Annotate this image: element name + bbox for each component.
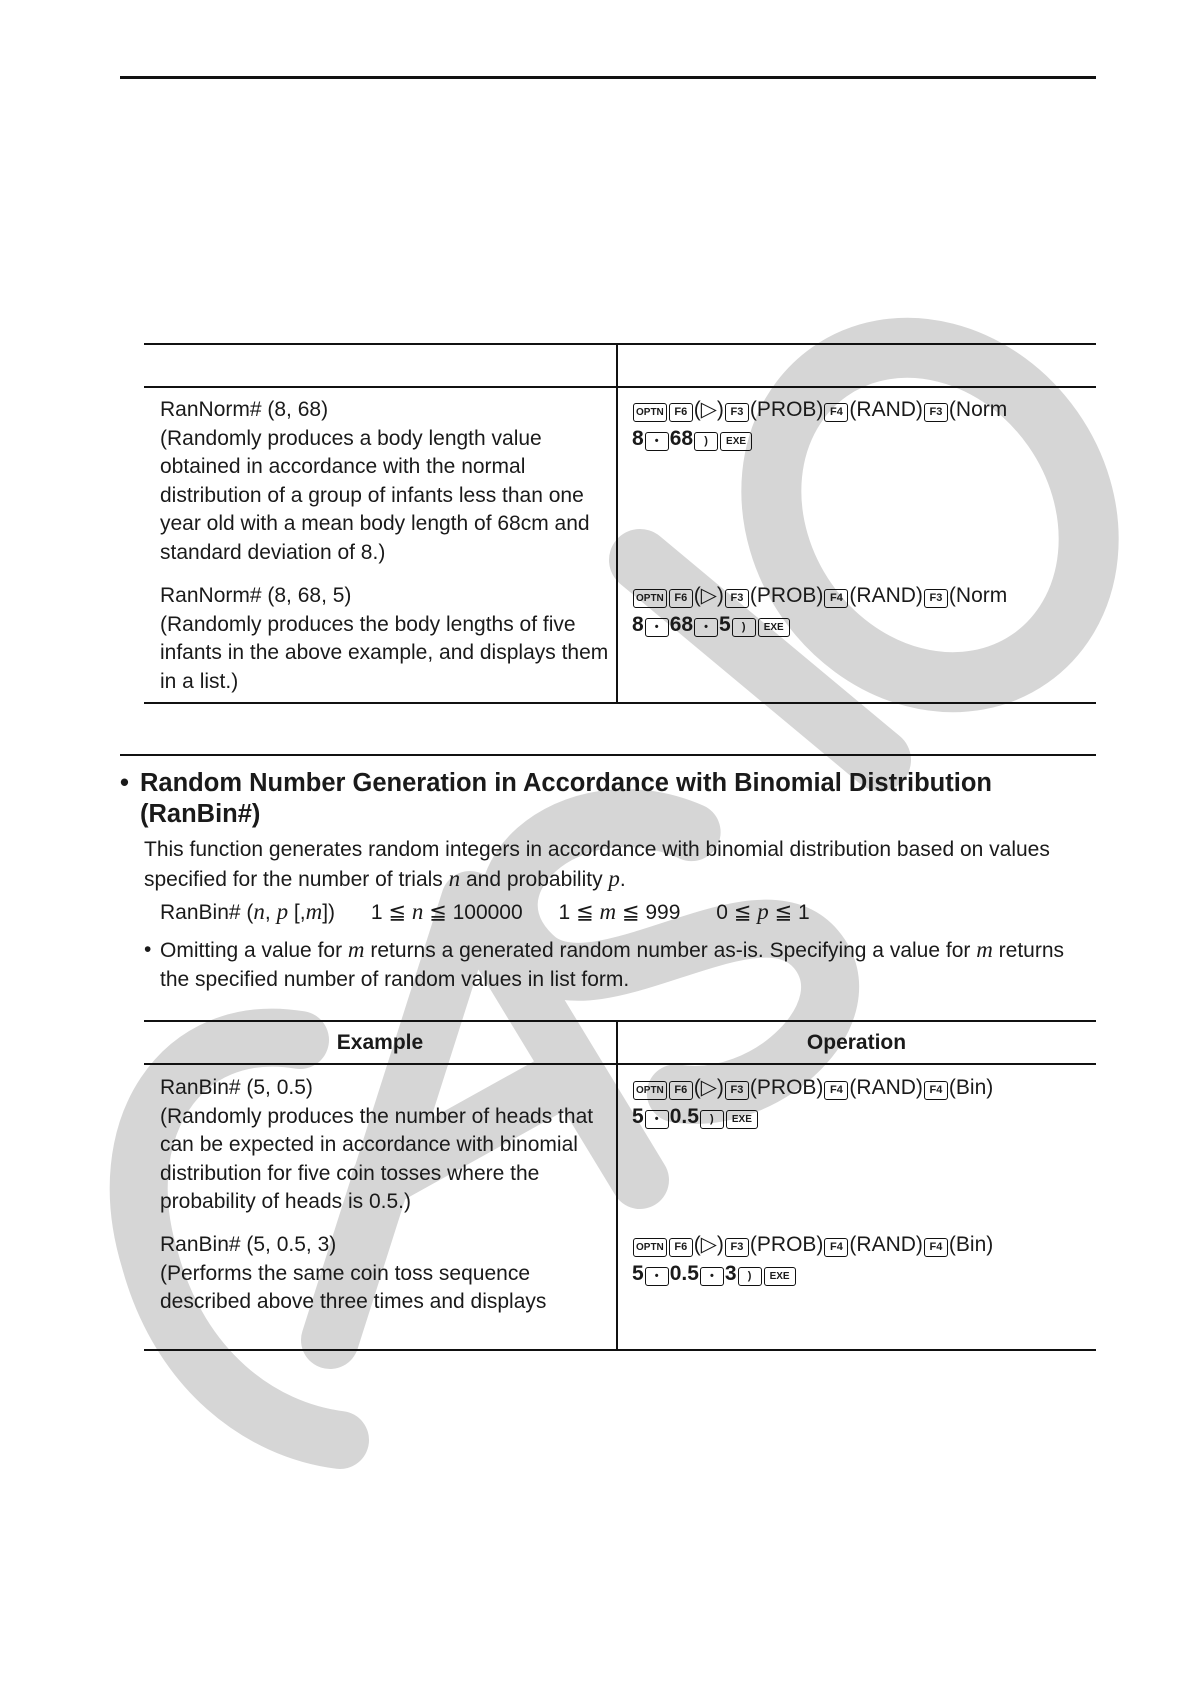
f3-key-icon: F3 [725,1081,749,1100]
op-text: (PROB) [749,584,824,607]
table-top-border [144,343,1096,345]
example-title: RanNorm# (8, 68) [160,398,329,421]
f4-key-icon: F4 [924,1081,948,1100]
optn-key-icon: OPTN [633,1238,667,1257]
operation-line-2 [632,1260,1096,1289]
f4-key-icon: F4 [824,1081,848,1100]
op-text: (RAND) [849,584,923,607]
exe-key-icon: EXE [726,1110,758,1129]
var-m: m [305,899,323,924]
section-rule [120,754,1096,756]
f4-key-icon: F4 [824,1238,848,1257]
operation-cell [632,1231,1096,1288]
constraint-m: ≦ 999 [616,901,681,924]
table-row [160,1231,610,1317]
intro-text: . [619,867,626,891]
paren-key-icon: ) [700,1110,724,1129]
constraint-p: ≦ 1 [768,901,810,924]
operation-cell [632,1074,1096,1131]
f3-key-icon: F3 [725,403,749,422]
heading-text: Random Number Generation in Accordance with Binomial Distribution (RanBin#) [140,769,992,828]
intro-text: and probability [460,867,609,891]
comma-key-icon: • [645,1267,669,1286]
note-text: returns the specified number of random values in list form. [160,939,1065,991]
f3-key-icon: F3 [725,1238,749,1257]
syntax-opt: [, [288,901,306,924]
comma-key-icon: • [645,618,669,637]
var-m: m [599,899,617,924]
op-text: (Bin) [948,1233,994,1256]
f4-key-icon: F4 [824,403,848,422]
f3-key-icon: F3 [725,589,749,608]
var-p: p [608,865,620,891]
example-title: RanNorm# (8, 68, 5) [160,584,352,607]
operation-line-1 [632,396,1096,425]
intro-paragraph [144,836,1094,894]
op-number: 68 [669,426,694,450]
op-text: (▷) [693,1233,724,1256]
op-text: (Norm [948,398,1008,421]
optn-key-icon: OPTN [633,1081,667,1100]
op-text: (RAND) [849,1076,923,1099]
syntax-sep: , [264,901,277,924]
note-text: Omitting a value for [160,939,348,962]
comma-key-icon: • [645,1110,669,1129]
operation-line-2 [632,425,1096,454]
syntax-close: ]) [322,901,336,924]
var-m: m [976,937,993,962]
op-number: 5 [719,612,731,636]
operation-cell [632,396,1096,453]
example-title: RanBin# (5, 0.5) [160,1076,313,1099]
var-m: m [347,937,365,962]
table-row [160,1074,610,1217]
constraint-n: ≦ 100000 [423,901,523,924]
exe-key-icon: EXE [764,1267,796,1286]
op-text: (▷) [693,584,724,607]
example-description: (Randomly produces the body lengths of five infants in the above example, and displays them in a list.) [160,612,609,693]
paren-key-icon: ) [738,1267,762,1286]
heading-bullet: • [120,769,129,797]
comma-key-icon: • [645,432,669,451]
f6-key-icon: F6 [669,1081,693,1100]
exe-key-icon: EXE [720,432,752,451]
table-header-border [144,1063,1096,1065]
op-text: (RAND) [849,1233,923,1256]
op-text: (▷) [693,398,724,421]
op-number: 8 [632,612,644,636]
op-number: 68 [669,612,694,636]
table-header-border [144,386,1096,388]
var-p: p [757,899,769,924]
ranbin-table [144,1020,1096,1354]
f3-key-icon: F3 [924,403,948,422]
op-text: (Norm [948,584,1008,607]
table-top-border [144,1020,1096,1022]
paren-key-icon: ) [732,618,756,637]
comma-key-icon: • [700,1267,724,1286]
f3-key-icon: F3 [924,589,948,608]
constraint-m: 1 ≦ [558,901,600,924]
table-row [160,582,610,696]
constraint-n: 1 ≦ [370,901,412,924]
op-number: 5 [632,1261,644,1285]
table-bottom-border [144,1349,1096,1351]
header-operation: Operation [806,1031,907,1054]
constraint-p: 0 ≦ [716,901,758,924]
note-bullet: • [144,938,152,961]
op-number: 8 [632,426,644,450]
f6-key-icon: F6 [669,1238,693,1257]
example-description: (Performs the same coin toss sequence described above three times and displays [160,1261,547,1313]
f4-key-icon: F4 [924,1238,948,1257]
syntax-fn: RanBin# ( [160,901,254,924]
f6-key-icon: F6 [669,403,693,422]
operation-line-1 [632,1231,1096,1260]
op-number: 0.5 [669,1261,699,1285]
table-column-divider [616,343,618,704]
op-text: (PROB) [749,1076,824,1099]
op-text: (PROB) [749,398,824,421]
table-column-divider [616,1020,618,1351]
var-n: n [411,899,424,924]
operation-line-2 [632,1103,1096,1132]
table-row [160,396,610,567]
header-example: Example [336,1031,424,1054]
operation-line-1 [632,582,1096,611]
paren-key-icon: ) [694,432,718,451]
var-n: n [253,899,265,924]
op-text: (RAND) [849,398,923,421]
rannorm-table [144,343,1096,705]
top-rule [120,76,1096,79]
operation-line-2 [632,611,1096,640]
op-number: 3 [724,1261,737,1285]
f6-key-icon: F6 [669,589,693,608]
exe-key-icon: EXE [758,618,790,637]
operation-cell [632,582,1096,639]
comma-key-icon: • [694,618,718,637]
operation-line-1 [632,1074,1096,1103]
optn-key-icon: OPTN [633,403,667,422]
syntax-line [160,899,810,925]
example-title: RanBin# (5, 0.5, 3) [160,1233,337,1256]
example-description: (Randomly produces a body length value obtained in accordance with the normal distribution of a group of infants less than one year old with a mean body length of 68cm and standard deviation of 8.) [160,426,590,564]
op-text: (Bin) [948,1076,994,1099]
note-text: returns a generated random number as-is. Specifying a value for [364,939,977,962]
example-description: (Randomly produces the number of heads that can be expected in accordance with binomial distribution for five coin tosses where the probability of heads is 0.5.) [160,1104,594,1213]
op-number: 5 [632,1104,644,1128]
table-bottom-border [144,702,1096,704]
var-p: p [276,899,289,924]
var-n: n [448,865,461,891]
section-heading [120,768,1080,830]
f4-key-icon: F4 [824,589,848,608]
intro-text: This function generates random integers in accordance with binomial distribution based on values specified for the number of trials [144,838,1050,891]
op-text: (PROB) [749,1233,824,1256]
note-item [144,936,1096,994]
op-number: 0.5 [669,1104,699,1128]
optn-key-icon: OPTN [633,589,667,608]
op-text: (▷) [693,1076,724,1099]
